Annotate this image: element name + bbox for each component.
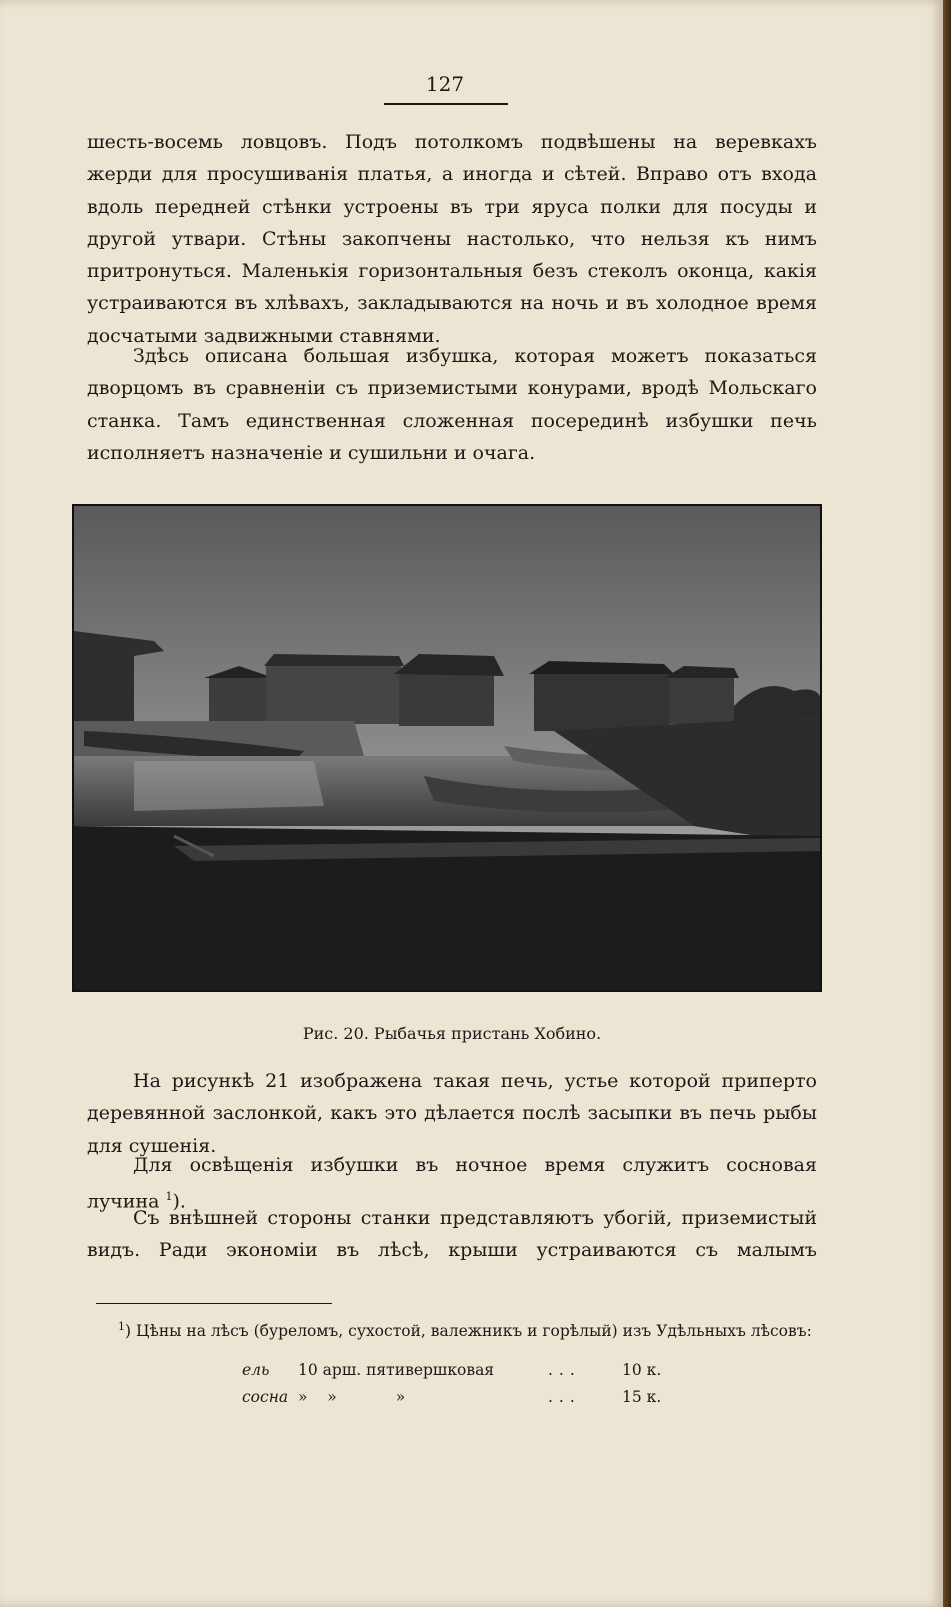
paragraph-4-tail: ). — [172, 1190, 186, 1213]
price-value: 10 к. — [622, 1361, 662, 1379]
footnote-text: ) Цѣны на лѣсъ (буреломъ, сухостой, валежникъ и горѣлый) изъ Удѣльныхъ лѣсовъ: — [125, 1322, 812, 1341]
price-desc: » » » — [298, 1388, 406, 1406]
page-number: 127 — [425, 72, 465, 96]
page-number-rule — [384, 103, 508, 105]
price-row — [242, 1361, 682, 1388]
price-row — [242, 1388, 682, 1415]
price-tree: ель — [242, 1361, 270, 1379]
paragraph-2-text: Здѣсь описана большая избушка, которая можетъ показаться дворцомъ въ сравненіи съ приземистыми конурами, вродѣ Мольскаго станка. Тамъ единственная сложенная посерединѣ избушки печь исполняетъ назначеніе и сушильни и очага. — [87, 345, 817, 464]
paragraph-1-text: шесть-восемь ловцовъ. Подъ потолкомъ подвѣшены на веревкахъ жерди для просушиванія платья, а иногда и сѣтей. Вправо отъ входа вдоль передней стѣнки устроены въ три яруса полки для посуды и другой утвари. Стѣны закопчены настолько, что нельзя къ нимъ притронуться. Маленькія горизонтальныя безъ стеколъ оконца, какія устраиваются въ хлѣвахъ, закладываются на ночь и въ холодное время досчатыми задвижными ставнями. — [87, 131, 817, 347]
price-tree: сосна — [242, 1388, 289, 1406]
paragraph-1 — [87, 126, 817, 352]
price-value: 15 к. — [622, 1388, 662, 1406]
figure-caption: Рис. 20. Рыбачья пристань Хобино. — [302, 1024, 602, 1043]
paragraph-3 — [87, 1065, 817, 1162]
price-dots: ... — [548, 1388, 581, 1406]
footnote-reference[interactable]: 1 — [165, 1190, 173, 1204]
paragraph-3-text: На рисункѣ 21 изображена такая печь, устье которой приперто деревянной заслонкой, какъ это дѣлается послѣ засыпки въ печь рыбы для сушенія. — [87, 1070, 817, 1157]
paragraph-4-body: Для освѣщенія избушки въ ночное время служитъ сосновая лучина — [87, 1154, 817, 1213]
paragraph-5-text: Съ внѣшней стороны станки представляютъ убогій, приземистый видъ. Ради экономіи въ лѣсѣ, крыши устраиваются съ малымъ — [87, 1207, 817, 1262]
footnote-rule — [96, 1303, 332, 1304]
footnote — [96, 1313, 816, 1345]
price-desc: 10 арш. пятивершковая — [298, 1361, 495, 1379]
paragraph-2 — [87, 340, 817, 469]
price-table — [242, 1361, 682, 1415]
footnote-marker: 1 — [118, 1320, 125, 1333]
book-spine — [943, 0, 951, 1607]
price-dots: ... — [548, 1361, 581, 1379]
fishing-pier-image — [74, 506, 820, 990]
figure-20-photo — [72, 504, 822, 992]
paragraph-5 — [87, 1202, 817, 1267]
